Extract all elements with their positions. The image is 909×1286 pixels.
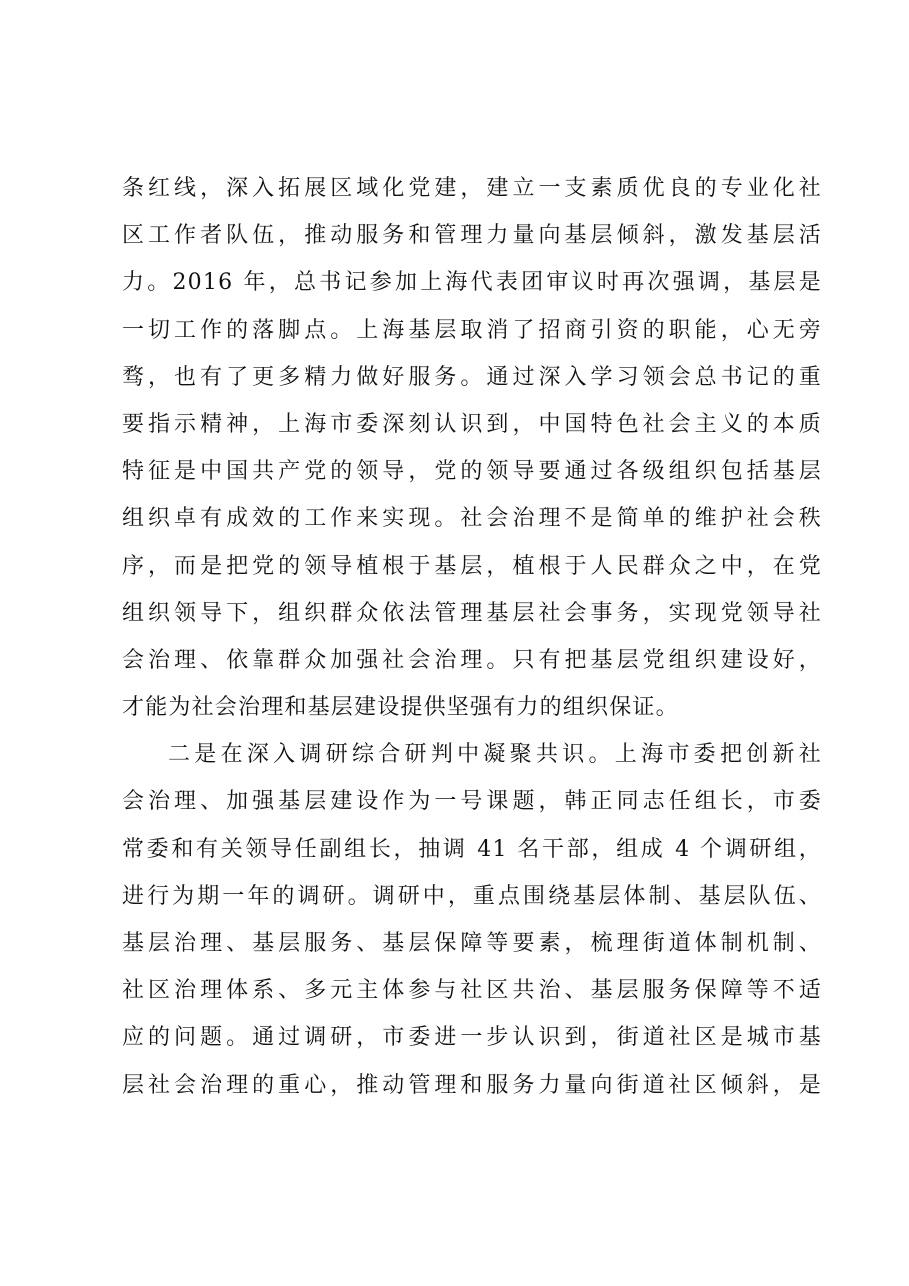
- text-line: 力。2016 年，总书记参加上海代表团审议时再次强调，基层是: [122, 270, 822, 296]
- text-line: 骛，也有了更多精力做好服务。通过深入学习领会总书记的重: [122, 364, 822, 390]
- text-line: 基层治理、基层服务、基层保障等要素，梳理街道体制机制、: [122, 931, 822, 956]
- text-line: 序，而是把党的领导植根于基层，植根于人民群众之中，在党: [122, 553, 822, 579]
- text-line: 组织卓有成效的工作来实现。社会治理不是简单的维护社会秩: [122, 506, 822, 532]
- paragraph-start-line: 二是在深入调研综合研判中凝聚共识。上海市委把创新社: [168, 742, 822, 768]
- text-line: 会治理、加强基层建设作为一号课题，韩正同志任组长，市委: [122, 789, 822, 815]
- text-line: 层社会治理的重心，推动管理和服务力量向街道社区倾斜，是: [122, 1072, 822, 1098]
- text-line: 会治理、依靠群众加强社会治理。只有把基层党组织建设好，: [122, 647, 822, 673]
- text-line: 社区治理体系、多元主体参与社区共治、基层服务保障等不适: [122, 978, 822, 1004]
- text-line: 一切工作的落脚点。上海基层取消了招商引资的职能，心无旁: [122, 317, 822, 343]
- text-line: 常委和有关领导任副组长，抽调 41 名干部，组成 4 个调研组，: [122, 836, 822, 862]
- text-line: 要指示精神，上海市委深刻认识到，中国特色社会主义的本质: [122, 411, 822, 437]
- text-line: 条红线，深入拓展区域化党建，建立一支素质优良的专业化社: [122, 176, 822, 201]
- text-line: 特征是中国共产党的领导，党的领导要通过各级组织包括基层: [122, 459, 822, 485]
- text-line: 区工作者队伍，推动服务和管理力量向基层倾斜，激发基层活: [122, 223, 822, 249]
- body-text: [122, 165, 822, 1109]
- text-line: 组织领导下，组织群众依法管理基层社会事务，实现党领导社: [122, 600, 822, 626]
- text-line: 进行为期一年的调研。调研中，重点围绕基层体制、基层队伍、: [122, 883, 822, 909]
- text-line: 应的问题。通过调研，市委进一步认识到，街道社区是城市基: [122, 1025, 822, 1051]
- paragraph-end-line: 才能为社会治理和基层建设提供坚强有力的组织保证。: [122, 695, 679, 721]
